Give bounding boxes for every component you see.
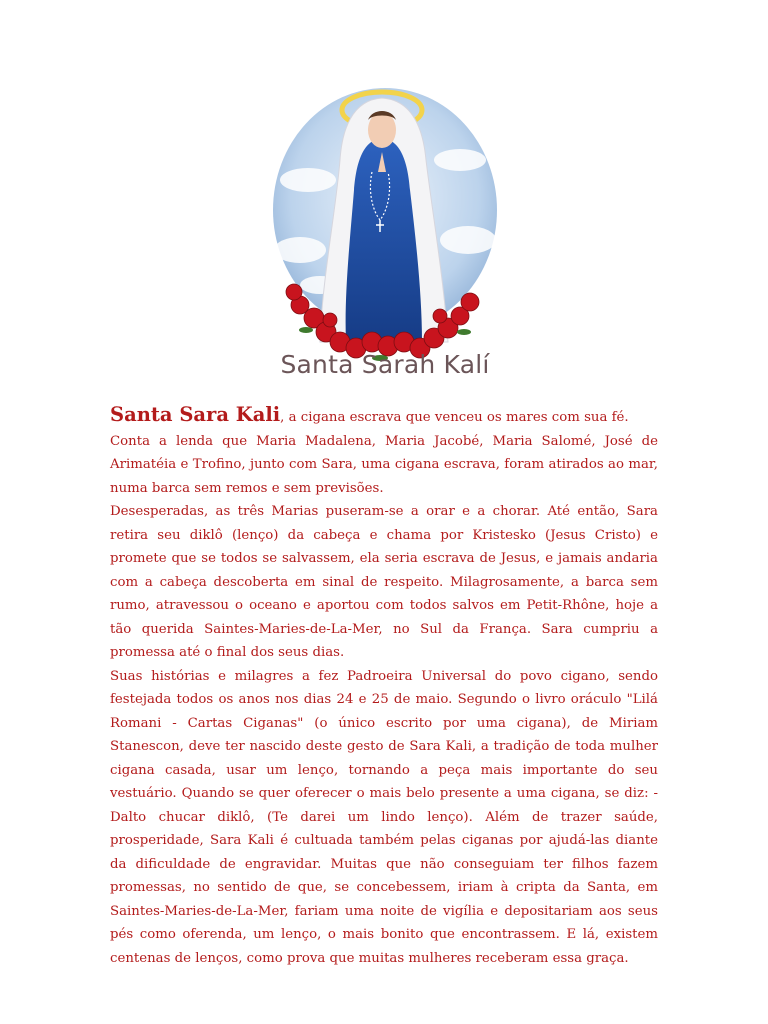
- paragraph: Conta a lenda que Maria Madalena, Maria Jacobé, Maria Salomé, José de Arimatéia e Trofino, junto com Sara, uma cigana escrava, foram atirados ao mar, numa barca sem remos e sem previsões.: [110, 433, 658, 496]
- image-caption: Santa Sarah Kalí: [280, 350, 490, 379]
- saint-illustration: [260, 80, 510, 390]
- article-intro: [110, 403, 658, 430]
- article-body: [110, 403, 658, 970]
- face: [368, 112, 396, 148]
- paragraph: Suas histórias e milagres a fez Padroeira Universal do povo cigano, sendo festejada todos os anos nos dias 24 e 25 de maio. Segundo o livro oráculo "Lilá Romani - Cartas Ciganas" (o único escrito por uma cigana), de Miriam Stanescon, deve ter nascido deste gesto de Sara Kali, a tradição de toda mulher cigana casada, usar um lenço, tornando a peça mais importante do seu vestuário. Quando se quer oferecer o mais belo presente a uma cigana, se diz: - Dalto chucar diklô, (Te darei um lindo lenço). Além de trazer saúde, prosperidade, Sara Kali é cultuada também pelas ciganas por ajudá-las diante da dificuldade de engravidar. Muitas que não conseguiam ter filhos fazem promessas, no sentido de que, se concebessem, iriam à cripta da Santa, em Saintes-Maries-de-La-Mer, fariam uma noite de vigília e depositariam aos seus pés como oferenda, um lenço, o mais bonito que encontrassem. E lá, existem centenas de lenços, como prova que muitas mulheres receberam essa graça.: [110, 668, 658, 966]
- article-headline: Santa Sara Kali: [110, 403, 281, 426]
- article-headline-rest: , a cigana escrava que venceu os mares com sua fé.: [280, 410, 629, 425]
- paragraph: Desesperadas, as três Marias puseram-se a orar e a chorar. Até então, Sara retira seu diklô (lenço) da cabeça e chama por Kristesko (Jesus Cristo) e promete que se todos se salvassem, ela seria escrava de Jesus, e jamais andaria com a cabeça descoberta em sinal de respeito. Milagrosamente, a barca sem rumo, atravessou o oceano e aportou com todos salvos em Petit-Rhône, hoje a tão querida Saintes-Maries-de-La-Mer, no Sul da França. Sara cumpriu a promessa até o final dos seus dias.: [110, 504, 658, 660]
